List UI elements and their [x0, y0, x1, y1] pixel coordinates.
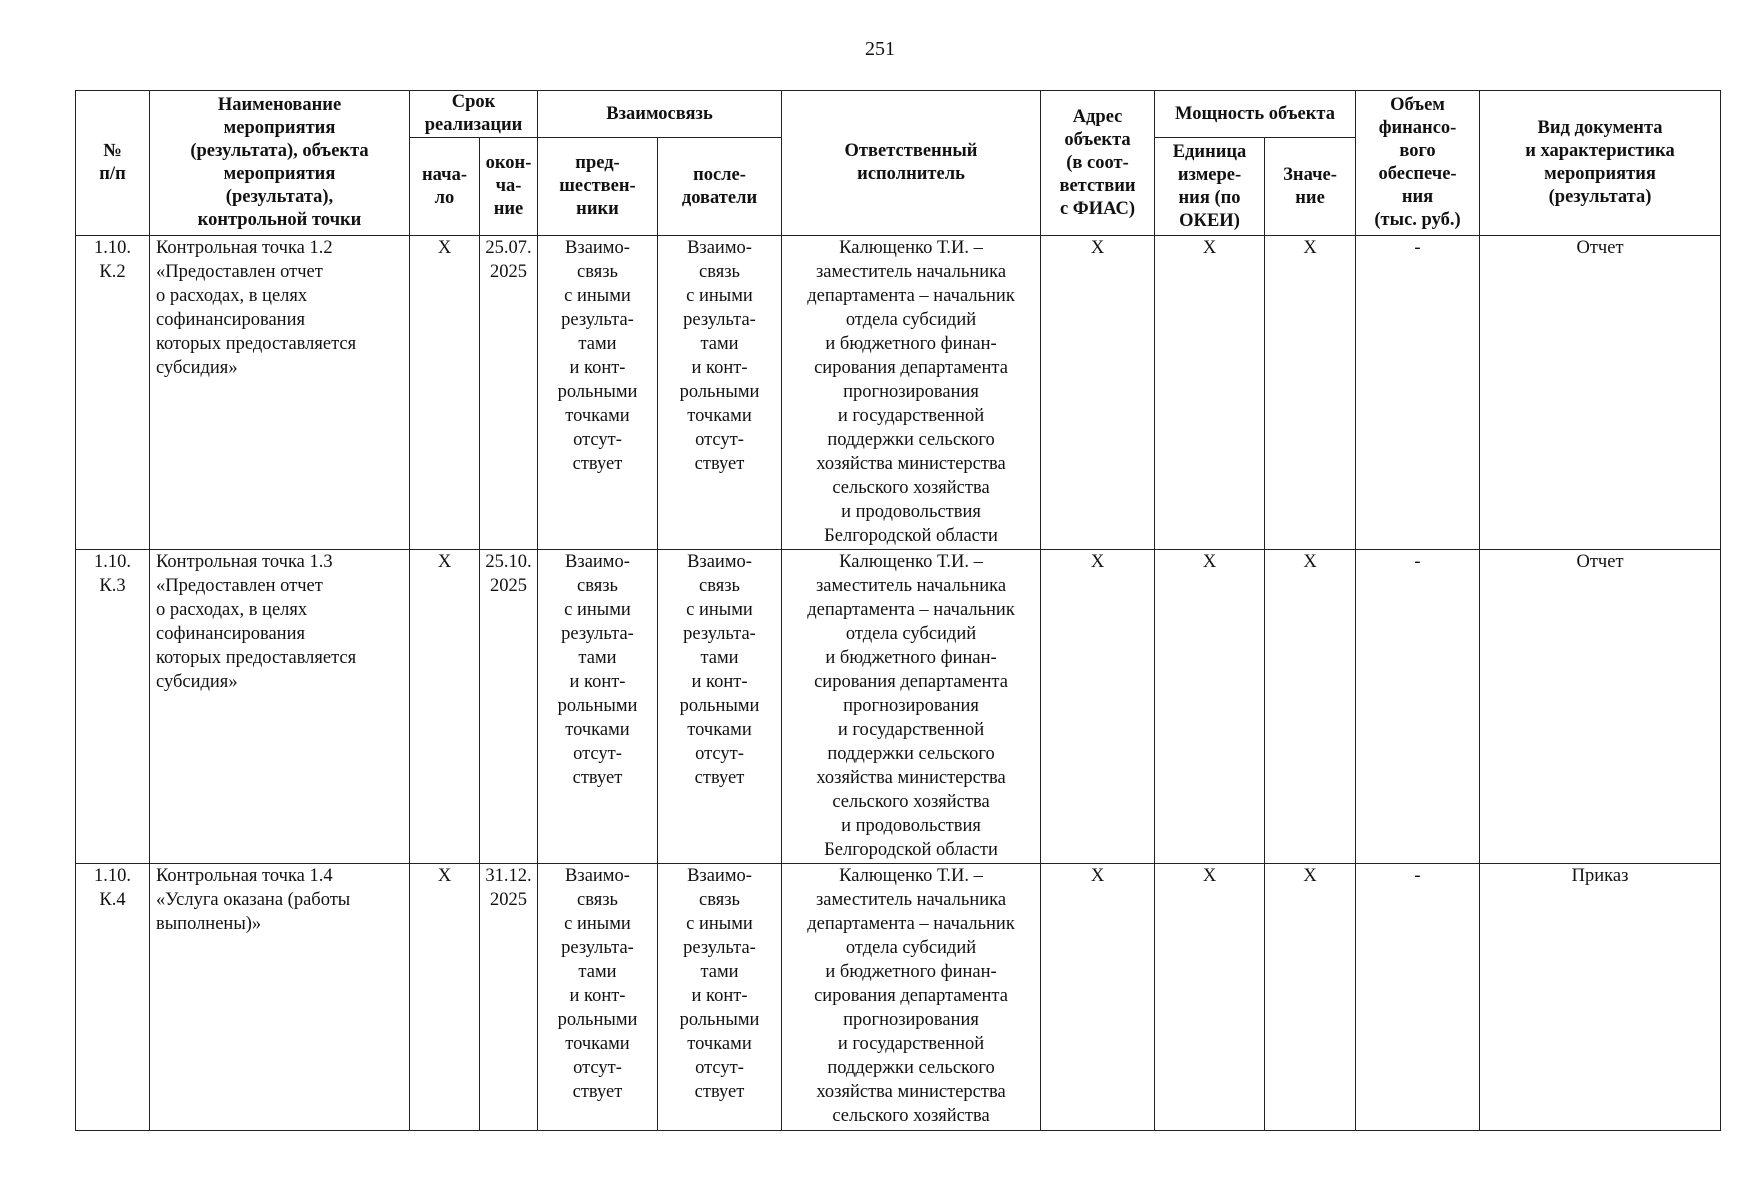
- row-address: X: [1090, 552, 1105, 572]
- header-capacity: Мощность объекта: [1155, 91, 1356, 138]
- row-value: X: [1303, 552, 1317, 572]
- row-num: 1.10. К.4: [94, 866, 131, 910]
- table-row: [76, 864, 1721, 1131]
- page-number: 251: [865, 38, 895, 60]
- header-address: Адрес объекта (в соот- ветствии с ФИАС): [1041, 91, 1155, 236]
- row-start: X: [437, 238, 452, 258]
- row-address: X: [1090, 238, 1105, 258]
- row-end: 25.10. 2025: [485, 552, 532, 596]
- table-row: [76, 236, 1721, 550]
- row-funding: -: [1414, 552, 1421, 572]
- row-name: Контрольная точка 1.4 «Услуга оказана (работы выполнены)»: [156, 866, 351, 934]
- row-successors: Взаимо- связь с иными результа- тами и конт- рольными точками отсут- ствует: [679, 238, 760, 474]
- row-funding: -: [1414, 238, 1421, 258]
- row-value: X: [1303, 238, 1317, 258]
- row-address: X: [1090, 866, 1105, 886]
- header-name: Наименование мероприятия (результата), объекта мероприятия (результата), контрольной точки: [150, 91, 410, 236]
- header-responsible: Ответственный исполнитель: [782, 91, 1041, 236]
- header-term-start: нача- ло: [410, 138, 480, 236]
- header-unit: Единица измере- ния (по ОКЕИ): [1155, 138, 1265, 236]
- row-end: 25.07. 2025: [485, 238, 532, 282]
- row-responsible: Калющенко Т.И. – заместитель начальника департамента – начальник отдела субсидий и бюджетного финан- сирования департамента прогнозирования и государственной поддержки сельского хозяйства министерства сельского хозяйства и продовольствия Белгородской области: [807, 238, 1015, 546]
- row-doc: Отчет: [1576, 238, 1624, 258]
- row-start: X: [437, 552, 452, 572]
- header-term: Срок реализации: [410, 91, 538, 138]
- table-row: [76, 550, 1721, 864]
- header-doc-type: Вид документа и характеристика мероприятия (результата): [1480, 91, 1721, 236]
- row-name: Контрольная точка 1.3 «Предоставлен отчет о расходах, в целях софинансирования которых предоставляется субсидия»: [156, 552, 357, 692]
- header-predecessors: пред- шествен- ники: [538, 138, 658, 236]
- row-doc: Отчет: [1576, 552, 1624, 572]
- header-relation: Взаимосвязь: [538, 91, 782, 138]
- row-predecessors: Взаимо- связь с иными результа- тами и конт- рольными точками отсут- ствует: [557, 552, 638, 788]
- row-unit: X: [1202, 238, 1217, 258]
- row-end: 31.12. 2025: [485, 866, 532, 910]
- row-name: Контрольная точка 1.2 «Предоставлен отчет о расходах, в целях софинансирования которых предоставляется субсидия»: [156, 238, 357, 378]
- row-start: X: [437, 866, 452, 886]
- row-unit: X: [1202, 866, 1217, 886]
- row-doc: Приказ: [1571, 866, 1629, 886]
- row-successors: Взаимо- связь с иными результа- тами и конт- рольными точками отсут- ствует: [679, 552, 760, 788]
- row-successors: Взаимо- связь с иными результа- тами и конт- рольными точками отсут- ствует: [679, 866, 760, 1102]
- header-funding: Объем финансо- вого обеспече- ния (тыс. руб.): [1356, 91, 1480, 236]
- header-successors: после- дователи: [658, 138, 782, 236]
- row-num: 1.10. К.2: [94, 238, 131, 282]
- header-term-end: окон- ча- ние: [480, 138, 538, 236]
- row-predecessors: Взаимо- связь с иными результа- тами и конт- рольными точками отсут- ствует: [557, 866, 638, 1102]
- row-responsible: Калющенко Т.И. – заместитель начальника департамента – начальник отдела субсидий и бюджетного финан- сирования департамента прогнозирования и государственной поддержки сельского хозяйства министерства сельского хозяйства и продовольствия Белгородской области: [807, 552, 1015, 860]
- row-funding: -: [1414, 866, 1421, 886]
- row-responsible: Калющенко Т.И. – заместитель начальника департамента – начальник отдела субсидий и бюджетного финан- сирования департамента прогнозирования и государственной поддержки сельского хозяйства министерства сельского хозяйства: [807, 866, 1015, 1126]
- row-value: X: [1303, 866, 1317, 886]
- row-unit: X: [1202, 552, 1217, 572]
- row-num: 1.10. К.3: [94, 552, 131, 596]
- header-num: № п/п: [76, 91, 150, 236]
- row-predecessors: Взаимо- связь с иными результа- тами и конт- рольными точками отсут- ствует: [557, 238, 638, 474]
- header-value: Значе- ние: [1265, 138, 1356, 236]
- plan-table: [75, 90, 1721, 1131]
